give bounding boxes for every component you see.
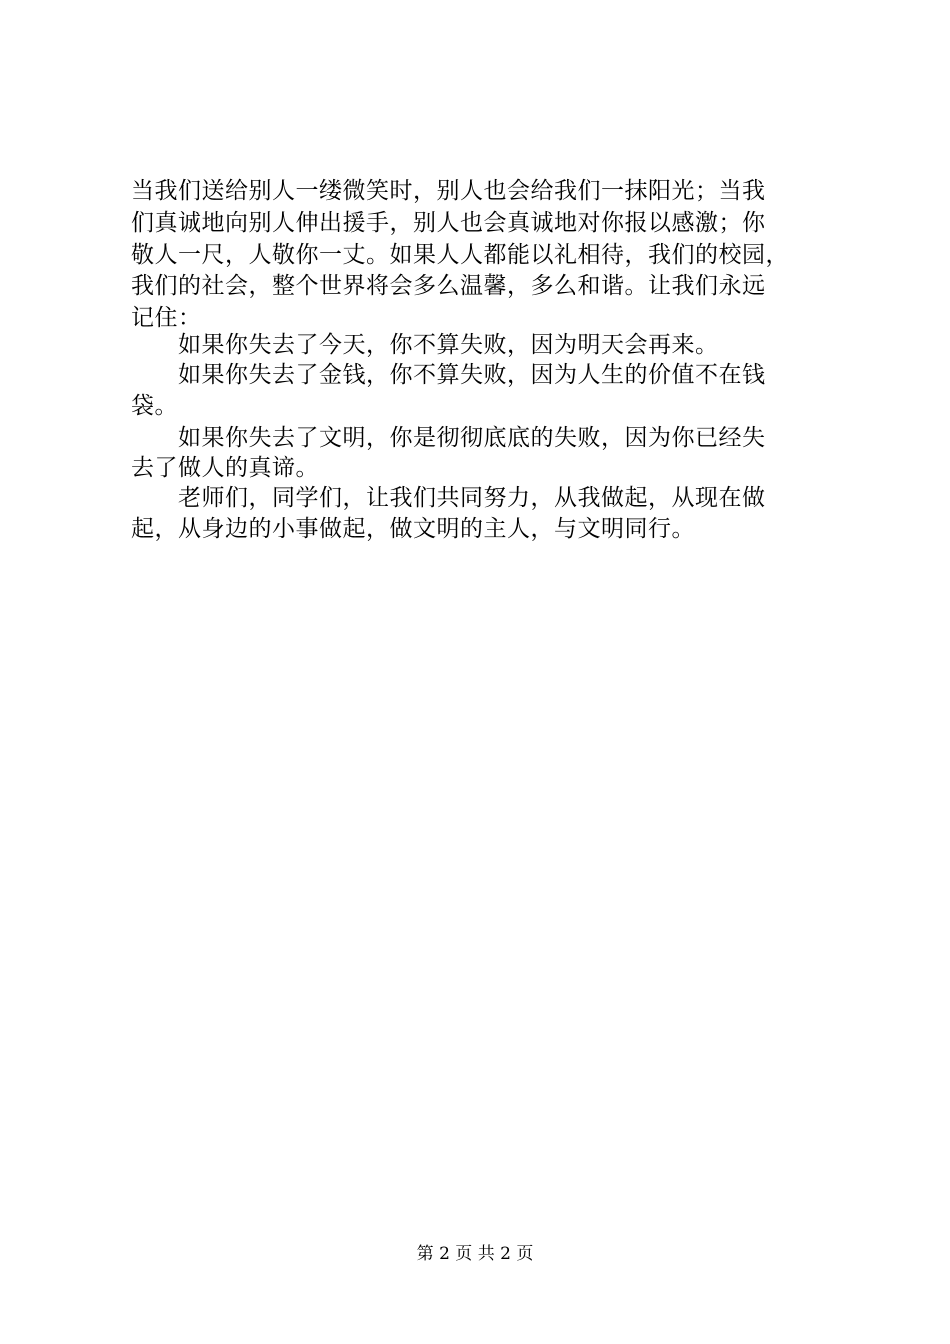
body-line-3: 敬人一尺，人敬你一丈。如果人人都能以礼相待，我们的校园， xyxy=(131,242,789,268)
body-line-2: 们真诚地向别人伸出援手，别人也会真诚地对你报以感激；你 xyxy=(131,210,766,236)
body-line-1: 当我们送给别人一缕微笑时，别人也会给我们一抹阳光；当我 xyxy=(131,178,766,204)
body-line-9: 如果你失去了文明，你是彻彻底底的失败，因为你已经失 xyxy=(178,425,766,451)
body-line-8: 袋。 xyxy=(131,393,178,419)
body-line-7: 如果你失去了金钱，你不算失败，因为人生的价值不在钱 xyxy=(178,362,766,388)
body-line-10: 去了做人的真谛。 xyxy=(131,455,319,481)
body-line-5: 记住： xyxy=(131,305,202,331)
body-line-4: 我们的社会，整个世界将会多么温馨，多么和谐。让我们永远 xyxy=(131,273,766,299)
body-line-12: 起，从身边的小事做起，做文明的主人，与文明同行。 xyxy=(131,516,695,542)
page-number-footer: 第 2 页 共 2 页 xyxy=(416,1244,534,1264)
body-line-6: 如果你失去了今天，你不算失败，因为明天会再来。 xyxy=(178,332,719,358)
body-line-11: 老师们，同学们，让我们共同努力，从我做起，从现在做 xyxy=(178,485,766,511)
